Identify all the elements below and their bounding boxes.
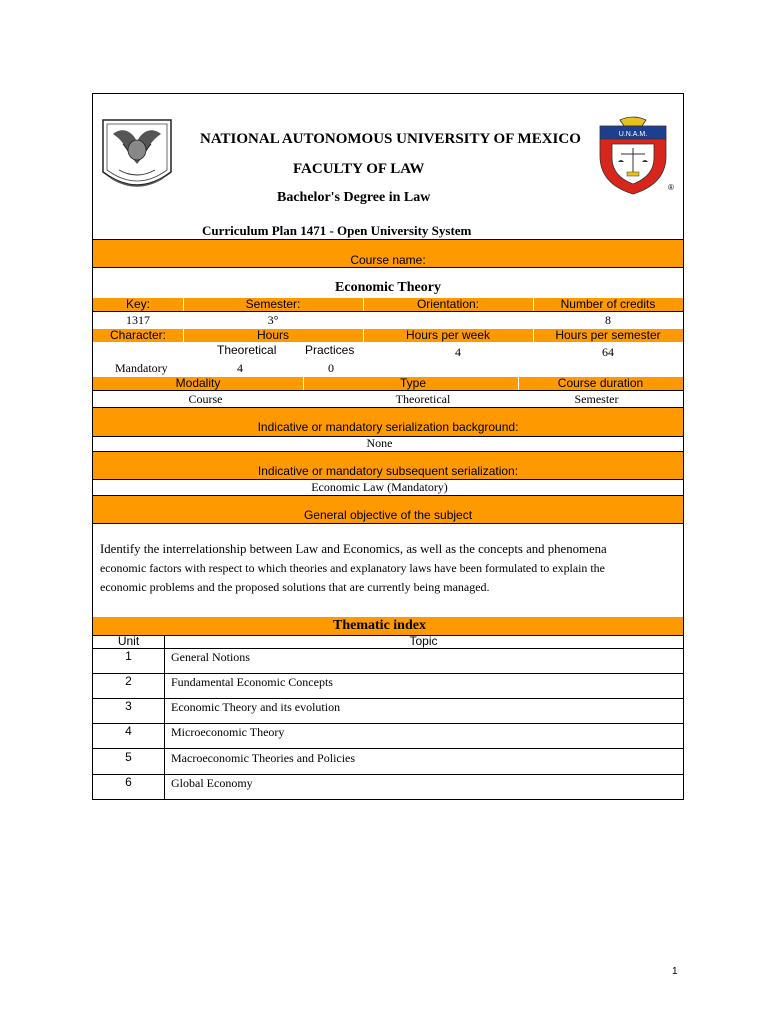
key-label: Key:	[125, 297, 150, 311]
character-label: Character:	[109, 328, 167, 342]
degree-title: Bachelor's Degree in Law	[277, 190, 431, 205]
practices-hours-value: 0	[328, 361, 334, 375]
topic-name: Macroeconomic Theories and Policies	[171, 751, 356, 765]
topic-name: General Notions	[171, 650, 250, 664]
unit-number: 1	[125, 649, 132, 663]
theoretical-label: Theoretical	[217, 343, 277, 357]
hours-week-label: Hours per week	[405, 328, 491, 342]
objective-label: General objective of the subject	[303, 508, 473, 522]
objective-text-line-2: economic factors with respect to which theories and explanatory laws have been formulated to explain the	[100, 561, 605, 575]
course-name-label: Course name:	[350, 253, 426, 267]
theoretical-hours-value: 4	[237, 361, 243, 375]
credits-label: Number of credits	[560, 297, 656, 311]
duration-label: Course duration	[557, 376, 644, 390]
semester-value: 3°	[267, 313, 279, 327]
topic-column-header: Topic	[409, 634, 438, 648]
hours-semester-label: Hours per semester	[555, 328, 661, 342]
curriculum-plan: Curriculum Plan 1471 - Open University System	[202, 223, 472, 238]
hours-label: Hours	[256, 328, 289, 342]
unit-number: 4	[125, 724, 132, 738]
university-title: NATIONAL AUTONOMOUS UNIVERSITY OF MEXICO	[200, 131, 581, 147]
key-value: 1317	[126, 313, 150, 327]
topic-name: Microeconomic Theory	[171, 725, 285, 739]
background-serialization-label: Indicative or mandatory serialization background:	[257, 420, 519, 434]
topic-name: Economic Theory and its evolution	[171, 700, 341, 714]
unit-number: 6	[125, 775, 132, 789]
objective-text-line-1: Identify the interrelationship between Law and Economics, as well as the concepts and phenomena	[100, 542, 607, 556]
faculty-title: FACULTY OF LAW	[293, 161, 425, 177]
unit-number: 3	[125, 699, 132, 713]
unit-column-header: Unit	[117, 634, 140, 648]
registered-mark: ®	[668, 183, 674, 192]
course-sheet-frame	[92, 93, 684, 800]
type-value: Theoretical	[395, 392, 451, 406]
modality-label: Modality	[175, 376, 221, 390]
unit-number: 5	[125, 750, 132, 764]
seal-text: U.N.A.M.	[618, 131, 648, 138]
practices-label: Practices	[305, 343, 355, 357]
objective-text-line-3: economic problems and the proposed solutions that are currently being managed.	[100, 580, 490, 594]
orientation-label: Orientation:	[416, 297, 480, 311]
subsequent-serialization-value: Economic Law (Mandatory)	[311, 480, 448, 494]
credits-value: 8	[605, 313, 611, 327]
modality-value: Course	[188, 392, 223, 406]
topic-name: Fundamental Economic Concepts	[171, 675, 333, 689]
semester-label: Semester:	[245, 297, 301, 311]
duration-value: Semester	[574, 392, 619, 406]
page-number: 1	[672, 966, 678, 977]
course-name: Economic Theory	[335, 280, 441, 295]
hours-week-value: 4	[455, 345, 461, 359]
subsequent-serialization-label: Indicative or mandatory subsequent serialization:	[257, 464, 519, 478]
topic-name: Global Economy	[171, 776, 253, 790]
type-label: Type	[399, 376, 426, 390]
thematic-index-title: Thematic index	[333, 618, 426, 633]
background-serialization-value: None	[366, 436, 393, 450]
character-value: Mandatory	[115, 361, 168, 375]
unit-number: 2	[125, 674, 132, 688]
hours-semester-value: 64	[602, 345, 614, 359]
